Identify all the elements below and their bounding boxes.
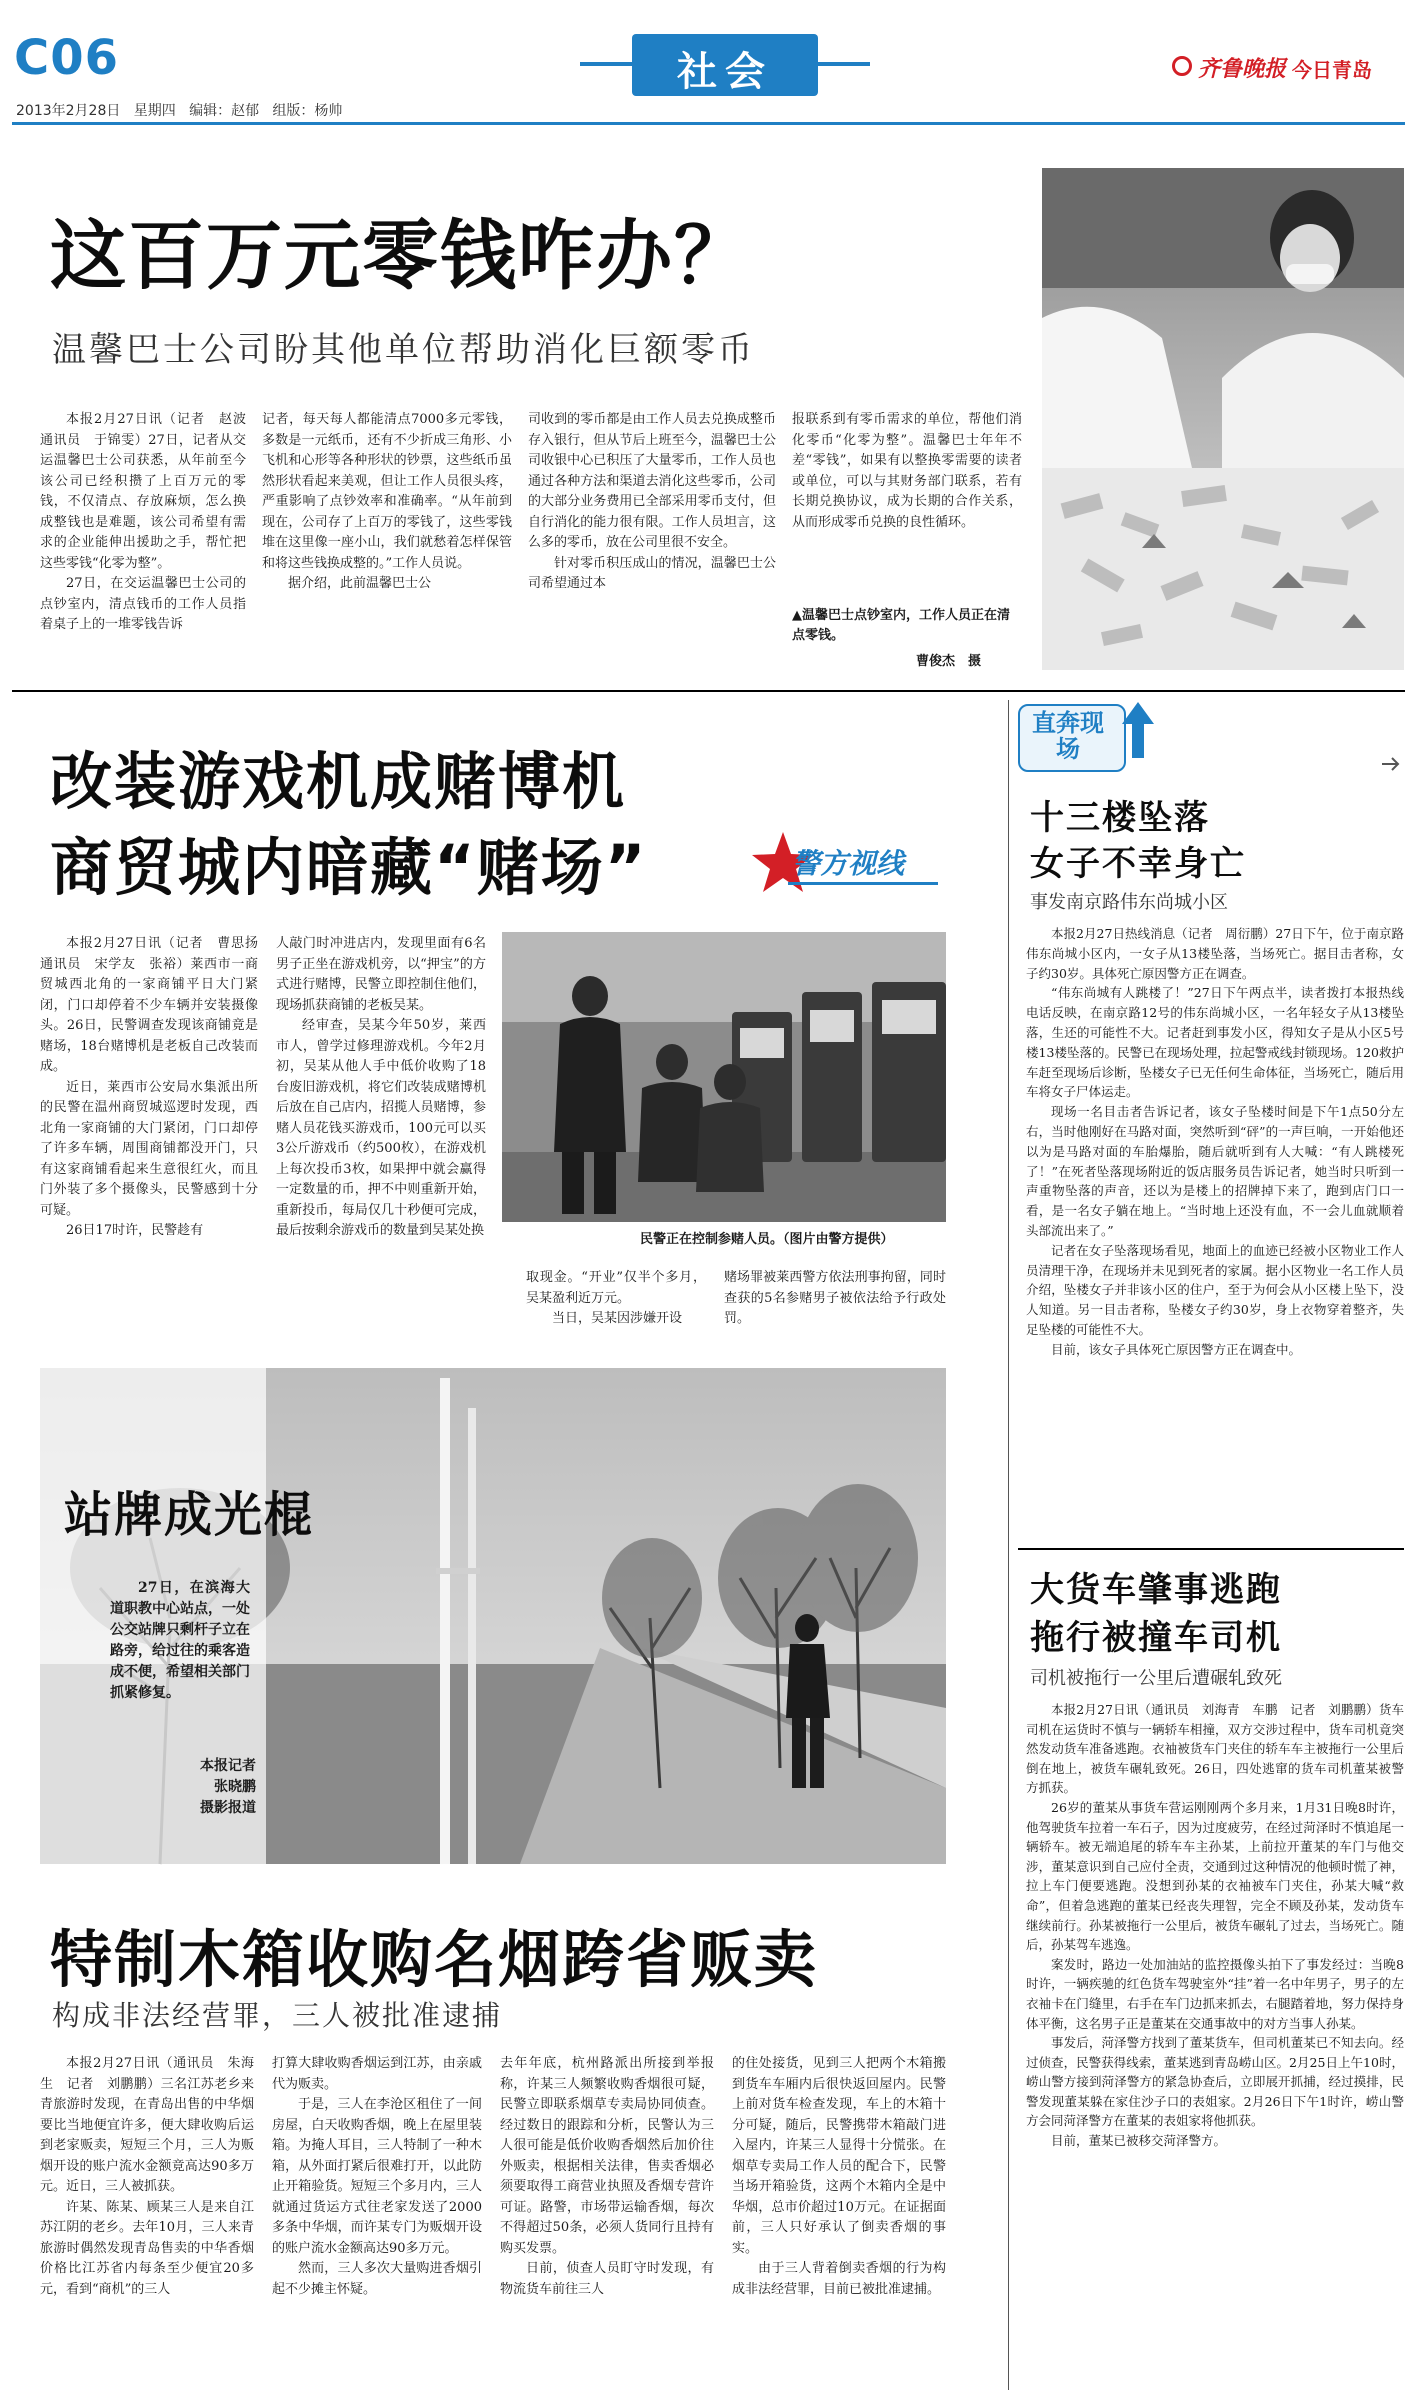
page-number: C06 [14, 30, 120, 86]
story4-c2-p2: 于是，三人在李沧区租住了一间房屋，白天收购香烟，晚上在屋里装箱。为掩人耳目，三人特制了一种木箱，从外面打紧后很难打开，以此防止开箱验货。短短三个多月内，三人就通过货运方式往老家发送了2000多条中华烟，而许某专门为贩烟开设的账户流水金额高达90多万元。 [272, 2097, 482, 2256]
story4-c2-p1: 打算大肆收购香烟运到江苏，由亲戚代为贩卖。 [272, 2056, 482, 2092]
story2-col-2 [276, 934, 486, 1424]
counting-room-photo-icon [1042, 168, 1404, 670]
story4-c2-p3: 然而，三人多次大量购进香烟引起不少摊主怀疑。 [272, 2261, 482, 2297]
story4-c3-p1: 去年年底，杭州路派出所接到举报称，许某三人频繁收购香烟很可疑，民警立即联系烟草专卖局协同侦查。经过数日的跟踪和分析，民警认为三人很可能是低价收购香烟然后加价往外贩卖，根据相关法律，售卖香烟必须要取得工商营业执照及香烟专营许可证。路警，市场带运输香烟，每次不得超过50条，必须人货同行且持有购买发票。 [500, 2056, 714, 2256]
corner-arrow-icon [1378, 752, 1402, 776]
sidebar-badge-text: 直奔现场 [1032, 709, 1104, 763]
story2-headline-line2: 商贸城内暗藏“赌场” [50, 831, 648, 904]
masthead-rule [12, 122, 1405, 125]
sidebar-b-p3: 案发时，路边一处加油站的监控摄像头拍下了事发经过：当晚8时许，一辆疾驰的红色货车驾驶室外“挂”着一名中年男子，男子的左衣袖卡在门缝里，右手在车门边抓来抓去，右腿踏着地，努力保持身体平衡，这名男子正是董某在交通事故中的对方当事人孙某。 [1026, 1956, 1404, 2031]
story4-c3-p2: 日前，侦查人员盯守时发现，有物流货车前往三人 [500, 2261, 714, 2297]
issue-date: 2013年2月28日 [16, 103, 121, 119]
story3-headline: 站牌成光棍 [64, 1487, 315, 1543]
story1-c4-p1: 报联系到有零币需求的单位，帮他们消化零币“化零为整”。温馨巴士年年不差“零钱”，如果有以整换零需要的读者或单位，可以与其财务部门联系，若有长期兑换协议，成为长期的合作关系，从而形成零币兑换的良性循环。 [792, 412, 1022, 530]
story1-col-3 [528, 410, 776, 658]
sidebar-a-p5: 目前，该女子具体死亡原因警方正在调查中。 [1051, 1341, 1302, 1357]
paper-logo-icon [1172, 56, 1192, 76]
story1-c1-p1: 本报2月27日讯（记者 赵波 通讯员 于锦雯）27日，记者从交运温馨巴士公司获悉，从年前至今该公司已经积攒了上百万元的零钱，不仅清点、存放麻烦，怎么换成整钱也是难题，该公司希望有需求的企业能伸出援助之手，帮忙把这些零钱“化零为整”。 [40, 412, 260, 571]
story4-c1-p1: 本报2月27日讯（通讯员 朱海生 记者 刘鹏鹏）三名江苏老乡来青旅游时发现，在青岛出售的中华烟要比当地便宜许多，便大肆收购后运到老家贩卖，短短三个月，三人为贩烟开设的账户流水金额竟高达90多万元。近日，三人被抓获。 [40, 2056, 254, 2194]
issue-weekday: 星期四 [133, 103, 176, 119]
story2-c1-p1: 本报2月27日讯（记者 曹思扬 通讯员 宋学友 张裕）莱西市一商贸城西北角的一家商铺平日大门紧闭，门口却停着不少车辆并安装摄像头。26日，民警调查发现该商铺竟是赌场，18台赌博机是老板自己改装而成。 [40, 936, 272, 1074]
story2-headline-line1: 改装游戏机成赌博机 [50, 745, 627, 818]
story1-subhead: 温馨巴士公司盼其他单位帮助消化巨额零币 [52, 330, 755, 370]
story1-col-1 [40, 410, 260, 658]
story1-col-4 [792, 410, 1022, 610]
story3-credit-line2: 张晓鹏 [214, 1779, 256, 1795]
up-arrow-icon [1118, 700, 1158, 760]
story1-c2-p1: 记者，每天每人都能清点7000多元零钱，多数是一元纸币，还有不少折成三角形、小飞机和心形等各种形状的钞票，这些纸币虽然形状看起来美观，但让工作人员很头疼，严重影响了点钞效率和准确率。“从年前到现在，公司存了上百万的零钱了，这些零钱堆在这里像一座小山，我们就愁着怎样保管和将这些钱换成整的。”工作人员说。 [262, 412, 512, 571]
police-badge-text: 警方视线 [792, 847, 905, 880]
section-ribbon [580, 34, 870, 96]
story2-c1-p3: 26日17时许，民警趁有 [66, 1223, 204, 1238]
sidebar-a-p2: “伟东尚城有人跳楼了！”27日下午两点半，读者拨打本报热线电话反映，在南京路12号的伟东尚城小区，一名年轻女子从13楼坠落，生还的可能性不大。记者赶到事发小区，得知女子是从小区5号楼13楼坠落的。民警已在现场处理，拉起警戒线封锁现场。120救护车赶至现场后诊断，坠楼女子已无任何生命体征，当场死亡，随后用车将女子尸体运走。 [1026, 985, 1404, 1100]
story3-credit-line3: 摄影报道 [200, 1800, 256, 1816]
sidebar-b-body [1026, 1700, 1404, 2390]
story4-c4-p1: 的住处接货，见到三人把两个木箱搬到货车车厢内后很快返回屋内。民警上前对货车检查发现，车上的木箱十分可疑，随后，民警携带木箱敲门进入屋内，许某三人显得十分慌张。在烟草专卖局工作人员的配合下，民警当场开箱验货，这两个木箱内全是中华烟，总市价超过10万元。在证据面前，三人只好承认了倒卖香烟的事实。 [732, 2056, 946, 2256]
issue-info [16, 100, 342, 120]
story1-photo-credit: 曹俊杰 摄 [916, 654, 982, 669]
story1-c2-p2: 据介绍，此前温馨巴士公 [288, 576, 432, 591]
story2-photo-caption: 民警正在控制参赌人员。（图片由警方提供） [640, 1232, 894, 1247]
story4-subhead: 构成非法经营罪，三人被批准逮捕 [52, 1999, 503, 2032]
sidebar-b-p5: 目前，董某已被移交菏泽警方。 [1051, 2133, 1227, 2149]
story4-c4-p2: 由于三人背着倒卖香烟的行为构成非法经营罪，目前已被批准逮捕。 [732, 2261, 946, 2297]
story1-photo [1042, 168, 1404, 670]
sidebar-a-body [1026, 924, 1404, 1546]
story2-c2-p1: 人敲门时冲进店内，发现里面有6名男子正坐在游戏机旁，以“押宝”的方式进行赌博，民警立即控制住他们，现场抓获商铺的老板吴某。 [276, 936, 486, 1013]
sidebar-b-p4: 事发后，菏泽警方找到了董某货车，但司机董某已不知去向。经过侦查，民警获得线索，董某逃到青岛崂山区。2月25日上午10时，崂山警方接到菏泽警方的紧急协查后，立即展开抓捕，经过摸排，民警发现董某躲在家住沙子口的表姐家。2月26日下午1时许，崂山警方会同菏泽警方在董某的表姐家将他抓获。 [1026, 2035, 1404, 2129]
story4-col-4 [732, 2054, 946, 2390]
sidebar-badge [1018, 700, 1158, 774]
sidebar-a-p3: 现场一名目击者告诉记者，该女子坠楼时间是下午1点50分左右，当时他刚好在马路对面，突然听到“砰”的一声巨响，一开始他还以为是马路对面的车胎爆胎，随后就听到有人大喊：“有人跳楼死了！”在死者坠落现场附近的饭店服务员告诉记者，她当时只听到一声重物坠落的声音，还以为是楼上的招牌掉下来了，跑到店门口一看，是一名女子躺在地上。“当时地上还没有血，不一会儿血就顺着头部流出来了。” [1026, 1104, 1404, 1238]
story2-c2-p2: 经审查，吴某今年50岁，莱西市人，曾学过修理游戏机。今年2月初，吴某从他人手中低价收购了18台废旧游戏机，将它们改装成赌博机后放在自己店内，招揽人员赌博，参赌人员花钱买游戏币，100元可以买3公斤游戏币（约500枚），在游戏机上每次投币3枚，如果押中就会赢得一定数量的币，押不中则重新开始，重新投币，每局仅几十秒便可完成，最后按剩余游戏币的数量到吴某处换 [276, 1018, 486, 1238]
sidebar-b-headline-line2: 拖行被撞车司机 [1030, 1618, 1282, 1658]
story1-col-2 [262, 410, 512, 658]
sidebar-mid-rule [1018, 1548, 1404, 1550]
issue-editor: 编辑：赵郁 [189, 103, 260, 119]
story2-col-3 [526, 1268, 706, 1368]
sidebar-b-p2: 26岁的董某从事货车营运刚刚两个多月来，1月31日晚8时许，他驾驶货车拉着一车石子，因为过度疲劳，在经过菏泽时不慎追尾一辆轿车。被无端追尾的轿车车主孙某，上前拉开董某的车门与他交涉，董某意识到自己应付全责，交通到过这种情况的他顿时慌了神，拉上车门便要逃跑。没想到孙某的衣袖被车门夹住，孙某大喊“救命”，但着急逃跑的董某已经丧失理智，完全不顾及孙某，发动货车继续前行。孙某被拖行一公里后，被货车碾轧了过去，当场死亡。随后，孙某驾车逃逸。 [1026, 1799, 1404, 1953]
story1-bottom-rule [12, 690, 1405, 692]
arcade-raid-photo-icon [502, 932, 946, 1222]
sidebar-divider [1008, 700, 1009, 2390]
sidebar-b-headline-line1: 大货车肇事逃跑 [1030, 1570, 1282, 1610]
sidebar-b-p1: 本报2月27日讯（通讯员 刘海青 车鹏 记者 刘鹏鹏）货车司机在运货时不慎与一辆轿车相撞，双方交涉过程中，货车司机竟突然发动货车准备逃跑。衣袖被货车门夹住的轿车车主被拖行一公里后倒在地上，被货车碾轧致死。26日，四处逃窜的货车司机董某被警方抓获。 [1026, 1702, 1404, 1796]
story1-c3-p1: 司收到的零币都是由工作人员去兑换成整币存入银行，但从节后上班至今，温馨巴士公司收银中心已积压了大量零币，工作人员也通过各种方法和渠道去消化这些零币，公司的大部分业务费用已全部采用零币支付，但自行消化的能力很有限。工作人员坦言，这么多的零币，放在公司里很不安全。 [528, 412, 776, 550]
story1-c1-p2: 27日，在交运温馨巴士公司的点钞室内，清点钱币的工作人员指着桌子上的一堆零钱告诉 [40, 576, 246, 632]
sidebar-a-headline-line1: 十三楼坠落 [1030, 798, 1210, 838]
story3-credit-line1: 本报记者 [200, 1758, 256, 1774]
story2-c3-p1: 取现金。“开业”仅半个多月，吴某盈利近万元。 [526, 1270, 706, 1306]
story3-credit [100, 1756, 256, 1819]
story4-col-2 [272, 2054, 482, 2390]
police-badge [748, 828, 948, 898]
story4-col-3 [500, 2054, 714, 2390]
sidebar-a-p1: 本报2月27日热线消息（记者 周衍鹏）27日下午，位于南京路伟东尚城小区内，一女子从13楼坠落，当场死亡。据目击者称，女子约30岁。具体死亡原因警方正在调查。 [1026, 926, 1404, 981]
story2-c4-p1: 赌场罪被莱西警方依法刑事拘留，同时查获的5名参赌男子被依法给予行政处罚。 [724, 1270, 946, 1326]
story2-c1-p2: 近日，莱西市公安局水集派出所的民警在温州商贸城巡逻时发现，西北角一家商铺的大门紧闭，门口却停了许多车辆，周围商铺都没开门，只有这家商铺看起来生意很红火，而且门外装了多个摄像头，民警感到十分可疑。 [40, 1079, 258, 1218]
sidebar-a-headline-line2: 女子不幸身亡 [1030, 844, 1246, 884]
story2-photo [502, 932, 946, 1222]
story1-c3-p2: 针对零币积压成山的情况，温馨巴士公司希望通过本 [528, 555, 776, 591]
story1-headline: 这百万元零钱咋办？ [50, 211, 752, 300]
sidebar-a-p4: 记者在女子坠落现场看见，地面上的血迹已经被小区物业工作人员清理干净，在现场并未见到死者的家属。据小区物业一名工作人员介绍，坠楼女子并非该小区的住户，至于为何会从小区楼上坠下，没人知道。另一目击者称，坠楼女子约30岁，身上衣物穿着整齐，失足坠楼的可能性不大。 [1026, 1242, 1404, 1337]
paper-edition: 今日青岛 [1292, 58, 1372, 82]
story2-col-1 [40, 934, 272, 1424]
story4-col-1 [40, 2054, 254, 2390]
story3-caption: 27日，在滨海大道职教中心站点，一处公交站牌只剩杆子立在路旁，给过往的乘客造成不便，希望相关部门抓紧修复。 [110, 1580, 250, 1701]
section-title: 社会 [677, 49, 773, 95]
story4-c1-p2: 许某、陈某、顾某三人是来自江苏江阴的老乡。去年10月，三人来青旅游时偶然发现青岛售卖的中华香烟价格比江苏省内每条至少便宜20多元，看到“商机”的三人 [40, 2199, 254, 2297]
story1-photo-caption: ▲温馨巴士点钞室内，工作人员正在清点零钱。 [792, 608, 1010, 643]
story2-c3-p2: 当日，吴某因涉嫌开设 [552, 1311, 683, 1326]
issue-layout-editor: 组版：杨帅 [272, 103, 343, 119]
story2-col-4 [724, 1268, 946, 1368]
sidebar-b-subhead: 司机被拖行一公里后遭碾轧致死 [1030, 1668, 1282, 1689]
paper-name: 齐鲁晚报 [1198, 56, 1287, 82]
sidebar-a-subhead: 事发南京路伟东尚城小区 [1030, 892, 1228, 913]
story4-headline: 特制木箱收购名烟跨省贩卖 [50, 1923, 819, 1996]
